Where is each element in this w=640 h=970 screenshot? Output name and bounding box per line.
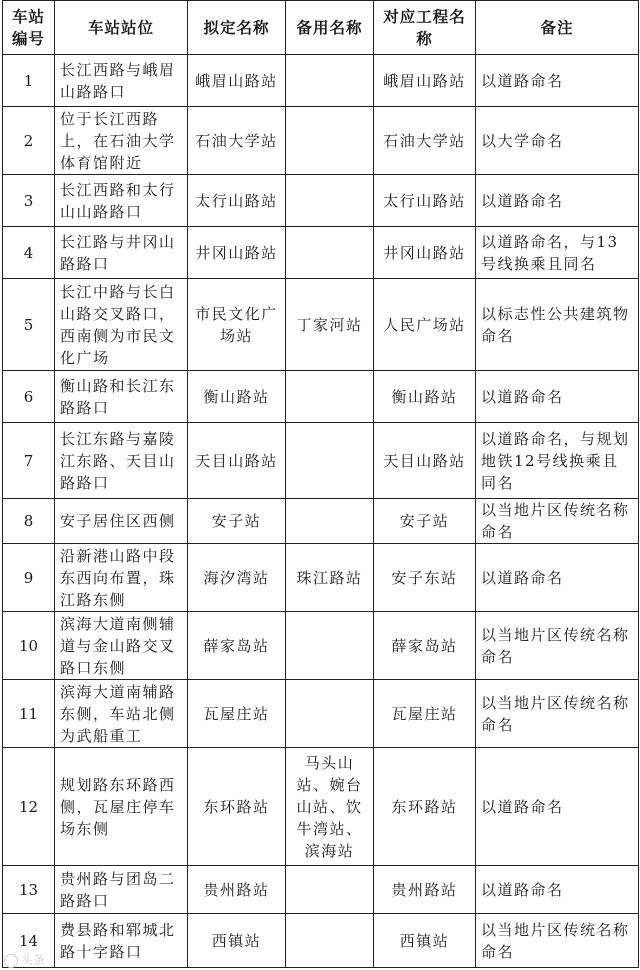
cell-remark: 以当地片区传统名称命名 <box>476 499 639 544</box>
cell-proposed: 衡山路站 <box>188 371 286 423</box>
table-row <box>3 55 639 107</box>
cell-engineering: 峨眉山路站 <box>374 55 476 107</box>
watermark-logo-icon <box>4 954 18 968</box>
table-row <box>3 612 639 680</box>
cell-alternate <box>286 499 374 544</box>
watermark-text: 头条 <box>21 953 46 967</box>
cell-remark: 以道路命名 <box>476 748 639 866</box>
table-row <box>3 423 639 499</box>
cell-location: 衡山路和长江东路路口 <box>55 371 188 423</box>
cell-engineering: 西镇站 <box>374 914 476 968</box>
table-row <box>3 175 639 227</box>
cell-proposed: 海汐湾站 <box>188 544 286 612</box>
header-engineering: 对应工程名称 <box>374 1 476 55</box>
cell-num: 11 <box>3 680 55 748</box>
cell-alternate <box>286 866 374 914</box>
watermark <box>4 951 45 968</box>
cell-remark: 以道路命名 <box>476 866 639 914</box>
cell-num: 14 <box>3 914 55 968</box>
header-remark: 备注 <box>476 1 639 55</box>
cell-remark: 以道路命名 <box>476 544 639 612</box>
cell-remark: 以道路命名，与规划地铁12号线换乘且同名 <box>476 423 639 499</box>
cell-location: 规划路东环路西侧，瓦屋庄停车场东侧 <box>55 748 188 866</box>
station-table <box>2 0 639 968</box>
table-row <box>3 227 639 279</box>
cell-remark: 以当地片区传统名称命名 <box>476 612 639 680</box>
cell-alternate <box>286 175 374 227</box>
cell-proposed: 东环路站 <box>188 748 286 866</box>
cell-alternate <box>286 371 374 423</box>
cell-num: 1 <box>3 55 55 107</box>
cell-remark: 以当地片区传统名称命名 <box>476 680 639 748</box>
table-row <box>3 279 639 371</box>
cell-num: 4 <box>3 227 55 279</box>
cell-num: 8 <box>3 499 55 544</box>
cell-proposed: 太行山路站 <box>188 175 286 227</box>
cell-location: 位于长江西路上，在石油大学体育馆附近 <box>55 107 188 175</box>
cell-alternate: 丁家河站 <box>286 279 374 371</box>
cell-proposed: 瓦屋庄站 <box>188 680 286 748</box>
cell-engineering: 衡山路站 <box>374 371 476 423</box>
cell-proposed: 井冈山路站 <box>188 227 286 279</box>
cell-num: 7 <box>3 423 55 499</box>
cell-num: 10 <box>3 612 55 680</box>
cell-location: 长江西路与峨眉山路路口 <box>55 55 188 107</box>
header-row <box>3 1 639 55</box>
cell-remark: 以大学命名 <box>476 107 639 175</box>
cell-location: 长江东路与嘉陵江东路、天目山路路口 <box>55 423 188 499</box>
cell-proposed: 峨眉山路站 <box>188 55 286 107</box>
cell-alternate <box>286 423 374 499</box>
cell-proposed: 安子站 <box>188 499 286 544</box>
cell-num: 3 <box>3 175 55 227</box>
cell-alternate: 珠江路站 <box>286 544 374 612</box>
cell-remark: 以当地片区传统名称命名 <box>476 914 639 968</box>
cell-num: 9 <box>3 544 55 612</box>
table-row <box>3 914 639 968</box>
cell-alternate: 马头山站、婉台山站、饮牛湾站、滨海站 <box>286 748 374 866</box>
cell-alternate <box>286 680 374 748</box>
cell-location: 长江中路与长白山路交叉路口，西南侧为市民文化广场 <box>55 279 188 371</box>
cell-num: 6 <box>3 371 55 423</box>
cell-num: 2 <box>3 107 55 175</box>
cell-location: 长江路与井冈山路路口 <box>55 227 188 279</box>
cell-location: 贵州路与团岛二路路口 <box>55 866 188 914</box>
cell-engineering: 安子站 <box>374 499 476 544</box>
cell-proposed: 市民文化广场站 <box>188 279 286 371</box>
table-row <box>3 499 639 544</box>
table-row <box>3 748 639 866</box>
cell-engineering: 瓦屋庄站 <box>374 680 476 748</box>
cell-engineering: 东环路站 <box>374 748 476 866</box>
cell-remark: 以标志性公共建筑物命名 <box>476 279 639 371</box>
table-row <box>3 371 639 423</box>
cell-alternate <box>286 612 374 680</box>
cell-engineering: 人民广场站 <box>374 279 476 371</box>
cell-alternate <box>286 227 374 279</box>
table-row <box>3 680 639 748</box>
cell-alternate <box>286 107 374 175</box>
cell-location: 滨海大道南辅路东侧，车站北侧为武船重工 <box>55 680 188 748</box>
cell-remark: 以道路命名 <box>476 175 639 227</box>
cell-num: 5 <box>3 279 55 371</box>
cell-num: 13 <box>3 866 55 914</box>
cell-engineering: 太行山路站 <box>374 175 476 227</box>
cell-remark: 以道路命名，与13号线换乘且同名 <box>476 227 639 279</box>
cell-location: 费县路和郓城北路十字路口 <box>55 914 188 968</box>
cell-alternate <box>286 914 374 968</box>
cell-location: 沿新港山路中段东西向布置，珠江路东侧 <box>55 544 188 612</box>
cell-alternate <box>286 55 374 107</box>
cell-engineering: 薛家岛站 <box>374 612 476 680</box>
header-location: 车站站位 <box>55 1 188 55</box>
cell-remark: 以道路命名 <box>476 371 639 423</box>
cell-engineering: 井冈山路站 <box>374 227 476 279</box>
table-row <box>3 866 639 914</box>
cell-remark: 以道路命名 <box>476 55 639 107</box>
cell-engineering: 天目山路站 <box>374 423 476 499</box>
cell-engineering: 石油大学站 <box>374 107 476 175</box>
cell-proposed: 西镇站 <box>188 914 286 968</box>
table-row <box>3 544 639 612</box>
cell-proposed: 贵州路站 <box>188 866 286 914</box>
cell-proposed: 石油大学站 <box>188 107 286 175</box>
cell-location: 滨海大道南侧辅道与金山路交叉路口东侧 <box>55 612 188 680</box>
table-body <box>3 55 639 968</box>
cell-proposed: 天目山路站 <box>188 423 286 499</box>
cell-location: 长江西路和太行山山路路口 <box>55 175 188 227</box>
header-proposed: 拟定名称 <box>188 1 286 55</box>
cell-num: 12 <box>3 748 55 866</box>
cell-proposed: 薛家岛站 <box>188 612 286 680</box>
cell-engineering: 贵州路站 <box>374 866 476 914</box>
table-row <box>3 107 639 175</box>
cell-engineering: 安子东站 <box>374 544 476 612</box>
header-num: 车站编号 <box>3 1 55 55</box>
cell-location: 安子居住区西侧 <box>55 499 188 544</box>
header-alternate: 备用名称 <box>286 1 374 55</box>
